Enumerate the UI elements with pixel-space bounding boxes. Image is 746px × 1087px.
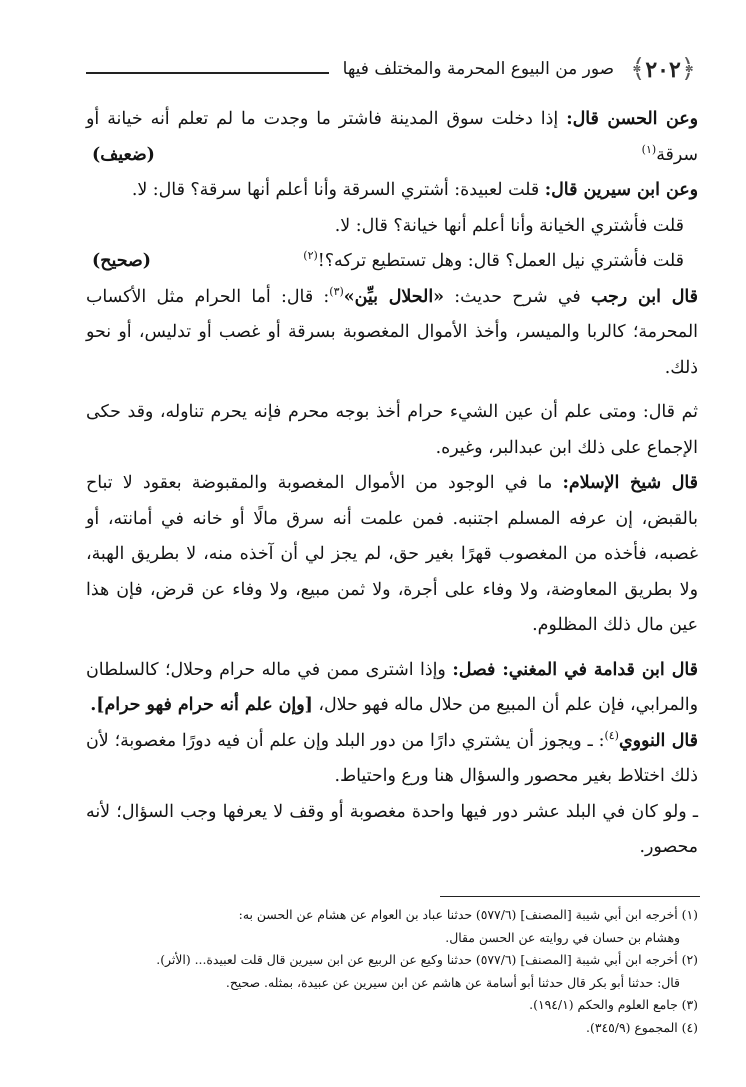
footnotes: [80, 904, 698, 1040]
paragraph-ibn-qudama: [86, 653, 698, 724]
ibn-sirin-text: قلت لعبيدة: أشتري السرقة وأنا أعلم أنها سرقة؟ قال: لا.: [131, 180, 545, 200]
shaykh-islam-text: ما في الوجود من الأموال المغصوبة والمقبوضة بعقود لا تباح بالقبض، إن عرفه المسلم اجتنبه. فمن علمت أنه سرق مالًا أو خانه في أمانته، أو غصبه، فأخذه من المغصوب قهرًا بغير حق، لم يجز لي أن آخذه منه، لا بطريق الهبة، ولا بطريق المعاوضة، ولا وفاء على أجرة، ولا ثمن مبيع، ولا وفاء عن قرض، فإن هذا عين مال ذلك المظلوم.: [86, 473, 698, 635]
header-rule: [86, 72, 329, 74]
nawawi-lead: قال النووي: [618, 730, 698, 751]
footnote-2-continuation: قال: حدثنا أبو بكر قال حدثنا أبو أسامة عن هاشم عن ابن سيرين عن عبيدة، بمثله. صحيح.: [225, 974, 680, 990]
page-header: [86, 44, 702, 94]
footnote-separator: [440, 896, 700, 897]
paragraph-thumma-qal: ثم قال: ومتى علم أن عين الشيء حرام أخذ بوجه محرم فإنه يحرم تناوله، وقد حكى الإجماع على ذلك ابن عبدالبر، وغيره.: [86, 402, 698, 458]
page-number: ﴿٢٠٢﴾: [630, 54, 696, 84]
paragraph-ibn-rajab: [86, 280, 698, 387]
running-title: صور من البيوع المحرمة والمختلف فيها: [342, 59, 615, 79]
paragraph-ibn-sirin: [86, 173, 698, 209]
nawawi-text: : ـ ويجوز أن يشتري دارًا من دور البلد وإن علم أن فيه دورًا مغصوبة؛ لأن ذلك اختلاط بغير محصور والسؤال هنا ورع واحتياط.: [86, 730, 698, 786]
paragraph-ashr-dur: ـ ولو كان في البلد عشر دور فيها واحدة مغصوبة أو وقف لا يعرفها وجب السؤال؛ لأنه محصور.: [86, 801, 698, 857]
paragraph-nawawi: [86, 724, 698, 795]
footnote-ref-3[interactable]: (٣): [329, 284, 344, 298]
ibn-rajab-lead: قال ابن رجب: [590, 286, 698, 307]
ibn-sirin-lead: وعن ابن سيرين قال:: [544, 180, 698, 200]
hasan-text: إذا دخلت سوق المدينة فاشتر ما وجدت ما لم تعلم أنه خيانة أو سرقة: [86, 109, 698, 165]
footnote-1: (١) أخرجه ابن أبي شيبة [المصنف] (٥٧٧/٦) حدثنا عباد بن العوام عن هشام عن الحسن به:: [238, 907, 698, 922]
hasan-lead: وعن الحسن قال:: [566, 109, 698, 129]
footnote-ref-1[interactable]: (١): [641, 142, 657, 156]
hadith-title: «الحلال بيِّن»: [343, 286, 445, 307]
footnote-ref-2[interactable]: (٢): [303, 249, 318, 263]
ibn-rajab-text-b: : قال: أما الحرام مثل الأكساب المحرمة؛ كالربا والميسر، وأخذ الأموال المغصوبة بسرقة أو غصب أو تدليس، أو نحو ذلك.: [86, 286, 698, 378]
footnote-3: (٣) جامع العلوم والحكم (١٩٤/١).: [529, 997, 698, 1013]
ibn-qudama-conclusion: [وإن علم أنه حرام فهو حرام].: [90, 695, 313, 715]
ibn-qudama-lead: قال ابن قدامة في المغني: فصل:: [452, 659, 698, 680]
main-text: [86, 102, 698, 866]
shaykh-islam-lead: قال شيخ الإسلام:: [562, 473, 698, 493]
ibn-rajab-text-a: في شرح حديث:: [444, 286, 591, 307]
footnote-ref-4[interactable]: (٤): [604, 728, 619, 742]
paragraph-hasan: [86, 102, 698, 173]
footnote-4: (٤) المجموع (٣٤٥/٩).: [586, 1019, 698, 1035]
footnote-2: (٢) أخرجه ابن أبي شيبة [المصنف] (٥٧٧/٦) حدثنا وكيع عن الربيع عن ابن سيرين قال قلت لعبيدة... (الأثر).: [156, 952, 698, 968]
nayl-text: قلت فأشتري نيل العمل؟ قال: وهل تستطيع تركه؟!: [317, 251, 684, 271]
ibn-qudama-text: وإذا اشترى ممن في ماله حرام وحلال؛ كالسلطان والمرابي، فإن علم أن المبيع من حلال ماله فهو حلال،: [86, 659, 698, 715]
grade-daif: (ضعيف): [92, 144, 155, 165]
paragraph-shaykh-islam: [86, 466, 698, 644]
grade-sahih: (صحيح): [92, 251, 151, 271]
paragraph-khiyana: قلت فأشتري الخيانة وأنا أعلم أنها خيانة؟ قال: لا.: [334, 215, 684, 236]
footnote-1-continuation: وهشام بن حسان في روايته عن الحسن مقال.: [445, 929, 680, 945]
paragraph-nayl: [86, 244, 698, 280]
